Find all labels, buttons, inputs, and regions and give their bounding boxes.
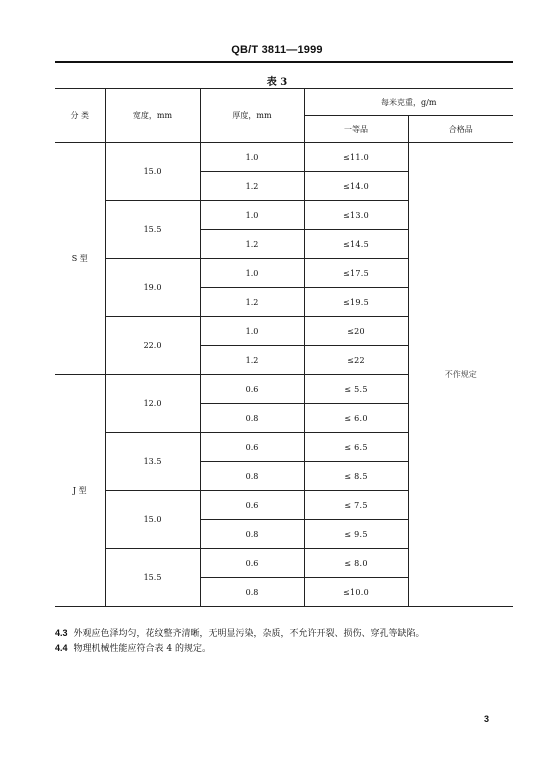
first-grade-limit-cell: ≤ 7.5 <box>304 491 408 520</box>
width-cell: 13.5 <box>105 433 200 491</box>
clause-text: 外观应色泽均匀，花纹整齐清晰，无明显污染，杂质，不允许开裂、损伤、穿孔等缺陷。 <box>73 629 425 639</box>
clause-text: 物理机械性能应符合表 4 的规定。 <box>73 644 211 654</box>
first-grade-limit-cell: ≤19.5 <box>304 288 408 317</box>
thickness-cell: 1.2 <box>200 230 304 259</box>
first-grade-limit-cell: ≤ 6.0 <box>304 404 408 433</box>
table-caption: 表 3 <box>266 77 288 88</box>
width-cell: 15.5 <box>105 201 200 259</box>
clause-4-3 <box>55 627 425 640</box>
thickness-cell: 0.8 <box>200 520 304 549</box>
header-thickness: 厚度，mm <box>200 89 304 143</box>
first-grade-limit-cell: ≤ 8.5 <box>304 462 408 491</box>
header-category: 分 类 <box>55 89 105 143</box>
qualified-note-cell: 不作规定 <box>408 143 513 607</box>
thickness-cell: 0.6 <box>200 433 304 462</box>
header-first-grade: 一等品 <box>304 116 408 143</box>
thickness-cell: 1.2 <box>200 288 304 317</box>
table-row <box>55 143 513 172</box>
clause-number: 4.3 <box>55 628 68 638</box>
thickness-cell: 1.2 <box>200 346 304 375</box>
thickness-cell: 0.6 <box>200 549 304 578</box>
thickness-cell: 1.2 <box>200 172 304 201</box>
thickness-cell: 0.8 <box>200 578 304 607</box>
thickness-cell: 1.0 <box>200 259 304 288</box>
first-grade-limit-cell: ≤ 6.5 <box>304 433 408 462</box>
thickness-cell: 0.8 <box>200 462 304 491</box>
clause-number: 4.4 <box>55 643 68 653</box>
thickness-cell: 1.0 <box>200 317 304 346</box>
first-grade-limit-cell: ≤17.5 <box>304 259 408 288</box>
first-grade-limit-cell: ≤ 8.0 <box>304 549 408 578</box>
width-cell: 15.0 <box>105 491 200 549</box>
first-grade-limit-cell: ≤13.0 <box>304 201 408 230</box>
header-weight-group: 每米克重，g/m <box>304 89 513 116</box>
thickness-cell: 1.0 <box>200 143 304 172</box>
first-grade-limit-cell: ≤ 5.5 <box>304 375 408 404</box>
width-cell: 19.0 <box>105 259 200 317</box>
first-grade-limit-cell: ≤11.0 <box>304 143 408 172</box>
clause-4-4 <box>55 642 211 655</box>
first-grade-limit-cell: ≤ 9.5 <box>304 520 408 549</box>
thickness-cell: 1.0 <box>200 201 304 230</box>
header-qualified: 合格品 <box>408 116 513 143</box>
first-grade-limit-cell: ≤14.5 <box>304 230 408 259</box>
header-rule <box>55 61 513 63</box>
weight-spec-table <box>55 88 513 607</box>
category-cell: J 型 <box>55 375 105 607</box>
width-cell: 15.5 <box>105 549 200 607</box>
document-code: QB/T 3811—1999 <box>231 44 323 56</box>
category-cell: S 型 <box>55 143 105 375</box>
width-cell: 12.0 <box>105 375 200 433</box>
width-cell: 22.0 <box>105 317 200 375</box>
thickness-cell: 0.8 <box>200 404 304 433</box>
table-body <box>55 143 513 607</box>
first-grade-limit-cell: ≤20 <box>304 317 408 346</box>
thickness-cell: 0.6 <box>200 375 304 404</box>
first-grade-limit-cell: ≤10.0 <box>304 578 408 607</box>
first-grade-limit-cell: ≤14.0 <box>304 172 408 201</box>
thickness-cell: 0.6 <box>200 491 304 520</box>
width-cell: 15.0 <box>105 143 200 201</box>
first-grade-limit-cell: ≤22 <box>304 346 408 375</box>
page-number: 3 <box>484 714 490 724</box>
header-width: 宽度，mm <box>105 89 200 143</box>
